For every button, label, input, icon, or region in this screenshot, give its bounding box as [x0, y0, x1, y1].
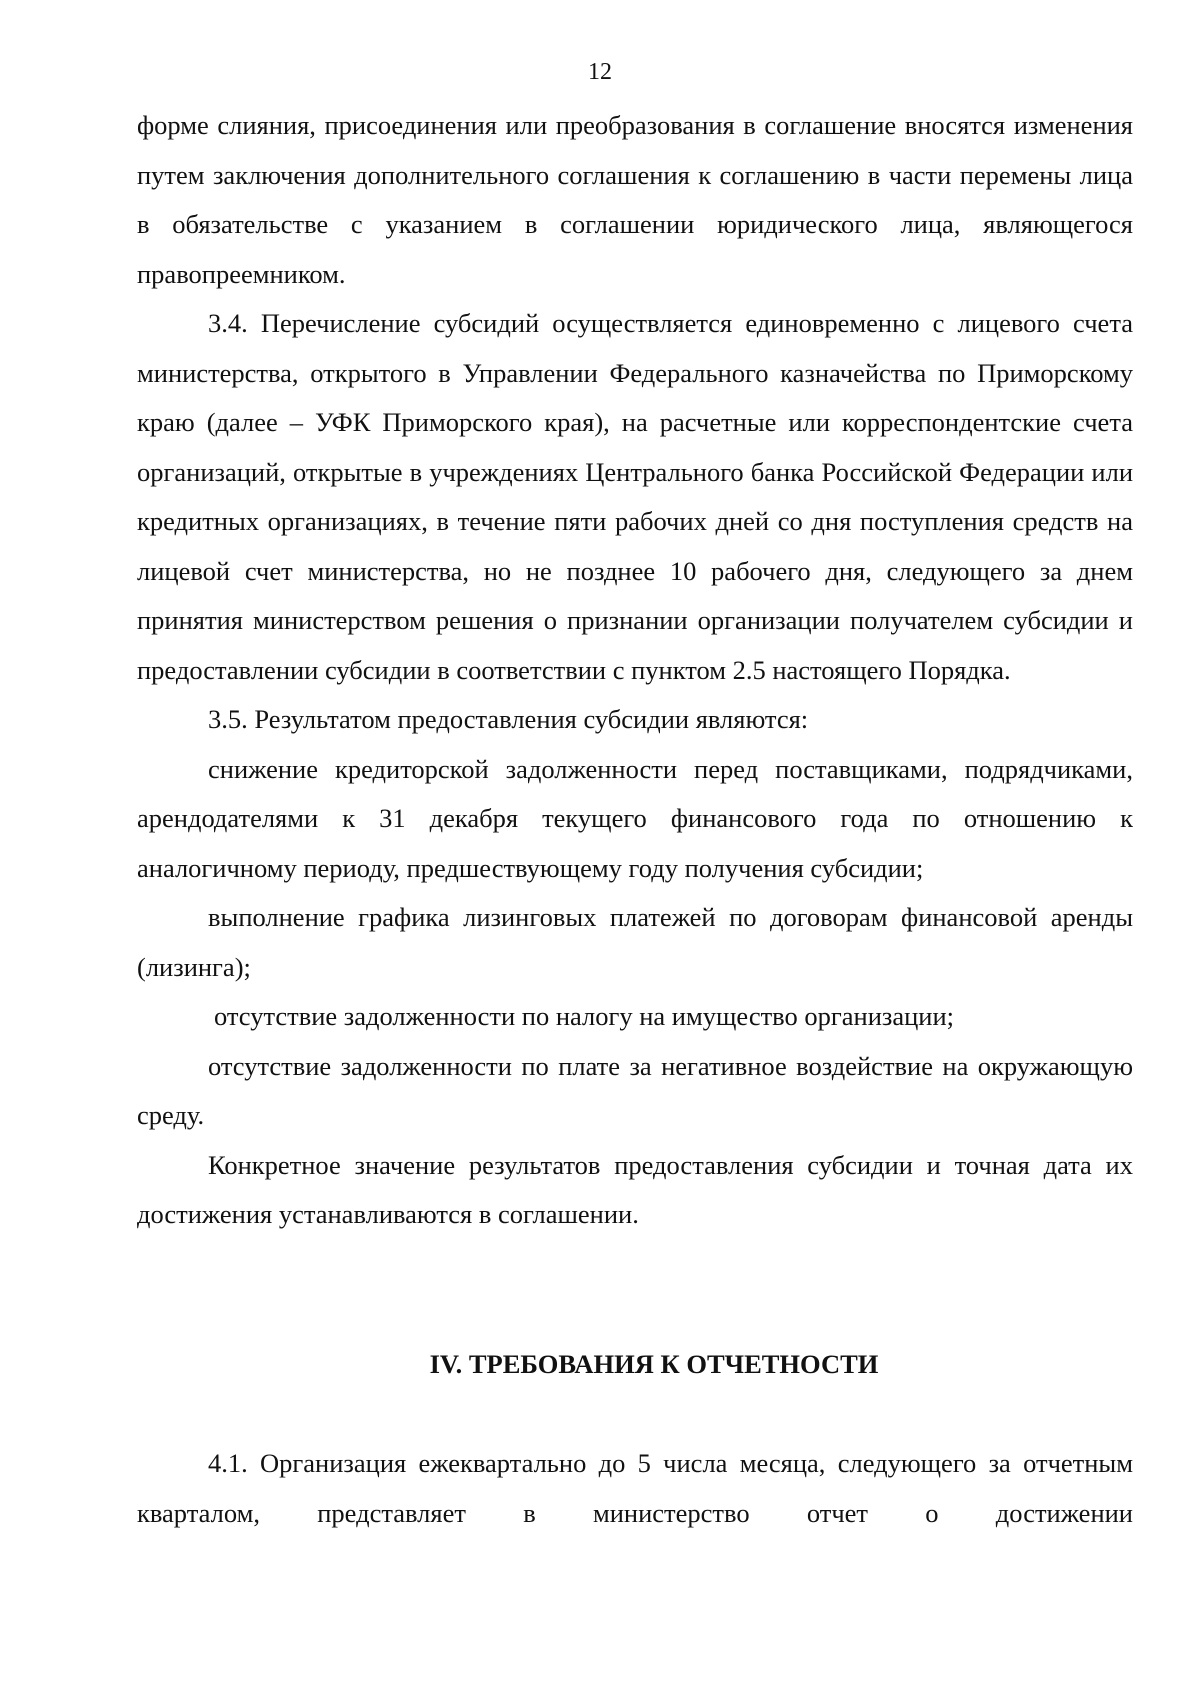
paragraph-result-agreement: Конкретное значение результатов предоставления субсидии и точная дата их достижения устанавливаются в соглашении.: [137, 1149, 1133, 1229]
section-spacer-top: [137, 1240, 1133, 1340]
paragraph-3-4: 3.4. Перечисление субсидий осуществляется единовременно с лицевого счета министерства, открытого в Управлении Федерального казначейства по Приморскому краю (далее – УФК Приморского края), на расчетные или корреспондентские счета организаций, открытые в учреждениях Центрального банка Российской Федерации или кредитных организациях, в течение пяти рабочих дней со дня поступления средств на лицевой счет министерства, но не позднее 10 рабочего дня, следующего за днем принятия министерством решения о признании организации получателем субсидии и предоставлении субсидии в соответствии с пунктом 2.5 настоящего Порядка.: [137, 308, 1133, 685]
section-spacer-bottom: [137, 1389, 1133, 1439]
page-number: 12: [588, 59, 612, 85]
paragraph-result-environment: отсутствие задолженности по плате за негативное воздействие на окружающую среду.: [137, 1050, 1133, 1130]
paragraph-result-debt-reduction: снижение кредиторской задолженности перед поставщиками, подрядчиками, арендодателями к 31 декабря текущего финансового года по отношению к аналогичному периоду, предшествующему году получения субсидии;: [137, 753, 1133, 883]
body-text: [137, 101, 1133, 1538]
paragraph-4-1: 4.1. Организация ежеквартально до 5 числа месяца, следующего за отчетным кварталом, представляет в министерство отчет о достижении: [137, 1448, 1133, 1528]
paragraph-3-5: 3.5. Результатом предоставления субсидии являются:: [208, 704, 809, 734]
paragraph-continuation: форме слияния, присоединения или преобразования в соглашение вносятся изменения путем заключения дополнительного соглашения к соглашению в части перемены лица в обязательстве с указанием в соглашении юридического лица, являющегося правопреемником.: [137, 110, 1133, 289]
section-heading: IV. ТРЕБОВАНИЯ К ОТЧЕТНОСТИ: [429, 1348, 879, 1379]
paragraph-result-leasing: выполнение графика лизинговых платежей по договорам финансовой аренды (лизинга);: [137, 902, 1133, 982]
paragraph-result-property-tax: отсутствие задолженности по налогу на имущество организации;: [214, 1001, 955, 1031]
